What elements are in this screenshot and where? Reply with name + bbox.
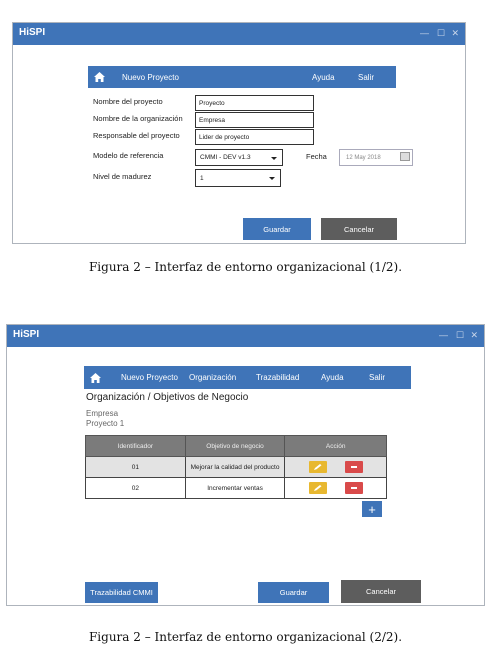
- row-id: 01: [86, 457, 186, 478]
- add-goal-button[interactable]: [362, 501, 382, 517]
- row-actions: [285, 478, 387, 499]
- app-title: HiSPI: [13, 329, 40, 340]
- close-icon[interactable]: ✕: [451, 28, 459, 38]
- row-goal: Incrementar ventas: [185, 478, 285, 499]
- calendar-icon[interactable]: [400, 152, 410, 161]
- project-name: Proyecto 1: [86, 419, 125, 428]
- owner-field[interactable]: Lider de proyecto: [195, 129, 314, 145]
- nav-help[interactable]: Ayuda: [312, 72, 335, 82]
- cancel-button[interactable]: Cancelar: [321, 218, 397, 240]
- app-title: HiSPI: [19, 27, 46, 38]
- plus-icon: +: [368, 501, 376, 517]
- traceability-cmmi-button[interactable]: Trazabilidad CMMI: [85, 582, 158, 603]
- save-button[interactable]: Guardar: [243, 218, 311, 240]
- nav-bar: [88, 66, 396, 88]
- nav-bar: [84, 366, 411, 389]
- minus-icon[interactable]: [345, 461, 363, 473]
- nav-organization[interactable]: Organización: [189, 373, 237, 382]
- org-name-field[interactable]: Empresa: [195, 112, 314, 128]
- nav-exit[interactable]: Salir: [358, 72, 375, 82]
- row-actions: [285, 457, 387, 478]
- col-header-action: Acción: [285, 436, 387, 457]
- home-icon[interactable]: [94, 66, 105, 88]
- chevron-down-icon: [271, 157, 277, 160]
- row-id: 02: [86, 478, 186, 499]
- titlebar: [7, 325, 484, 347]
- project-name-field[interactable]: Proyecto: [195, 95, 314, 111]
- col-header-id: Identificador: [86, 436, 186, 457]
- titlebar: [13, 23, 465, 45]
- business-goals-table: [85, 435, 387, 499]
- maximize-icon[interactable]: ☐: [436, 28, 445, 38]
- nav-exit[interactable]: Salir: [369, 373, 386, 382]
- model-select-value: CMMI - DEV v1.3: [200, 154, 251, 161]
- window-2: [6, 324, 485, 606]
- table-row: [86, 478, 387, 499]
- cancel-button[interactable]: Cancelar: [341, 580, 421, 603]
- figure-caption-2: Figura 2 – Interfaz de entorno organizacional (2/2).: [88, 630, 403, 644]
- row-goal: Mejorar la calidad del producto: [185, 457, 285, 478]
- table-header-row: [86, 436, 387, 457]
- minimize-icon[interactable]: —: [420, 28, 429, 38]
- project-name-label: Nombre del proyecto: [93, 97, 163, 106]
- window-1: [12, 22, 466, 244]
- model-label: Modelo de referencia: [93, 151, 164, 160]
- save-button[interactable]: Guardar: [258, 582, 329, 603]
- maximize-icon[interactable]: ☐: [455, 330, 464, 340]
- maturity-label: Nivel de madurez: [93, 172, 152, 181]
- date-field[interactable]: [339, 149, 413, 166]
- minimize-icon[interactable]: —: [439, 330, 448, 340]
- nav-traceability[interactable]: Trazabilidad: [256, 373, 300, 382]
- chevron-down-icon: [269, 177, 275, 180]
- maturity-select[interactable]: [195, 169, 281, 187]
- nav-help[interactable]: Ayuda: [321, 373, 344, 382]
- date-value: 12 May 2018: [346, 154, 381, 161]
- company-name: Empresa: [86, 409, 119, 418]
- col-header-goal: Objetivo de negocio: [185, 436, 285, 457]
- org-name-label: Nombre de la organización: [93, 114, 183, 123]
- section-heading: Organización / Objetivos de Negocio: [86, 392, 249, 403]
- model-select[interactable]: [195, 149, 283, 166]
- home-icon[interactable]: [90, 366, 101, 389]
- figure-caption-1: Figura 2 – Interfaz de entorno organizacional (1/2).: [88, 260, 403, 274]
- pencil-icon[interactable]: [309, 482, 327, 494]
- pencil-icon[interactable]: [309, 461, 327, 473]
- maturity-select-value: 1: [200, 174, 204, 182]
- owner-label: Responsable del proyecto: [93, 131, 180, 140]
- nav-new-project[interactable]: Nuevo Proyecto: [121, 373, 178, 382]
- minus-icon[interactable]: [345, 482, 363, 494]
- table-row: [86, 457, 387, 478]
- close-icon[interactable]: ✕: [470, 330, 478, 340]
- date-label: Fecha: [306, 152, 327, 161]
- nav-new-project[interactable]: Nuevo Proyecto: [122, 72, 179, 82]
